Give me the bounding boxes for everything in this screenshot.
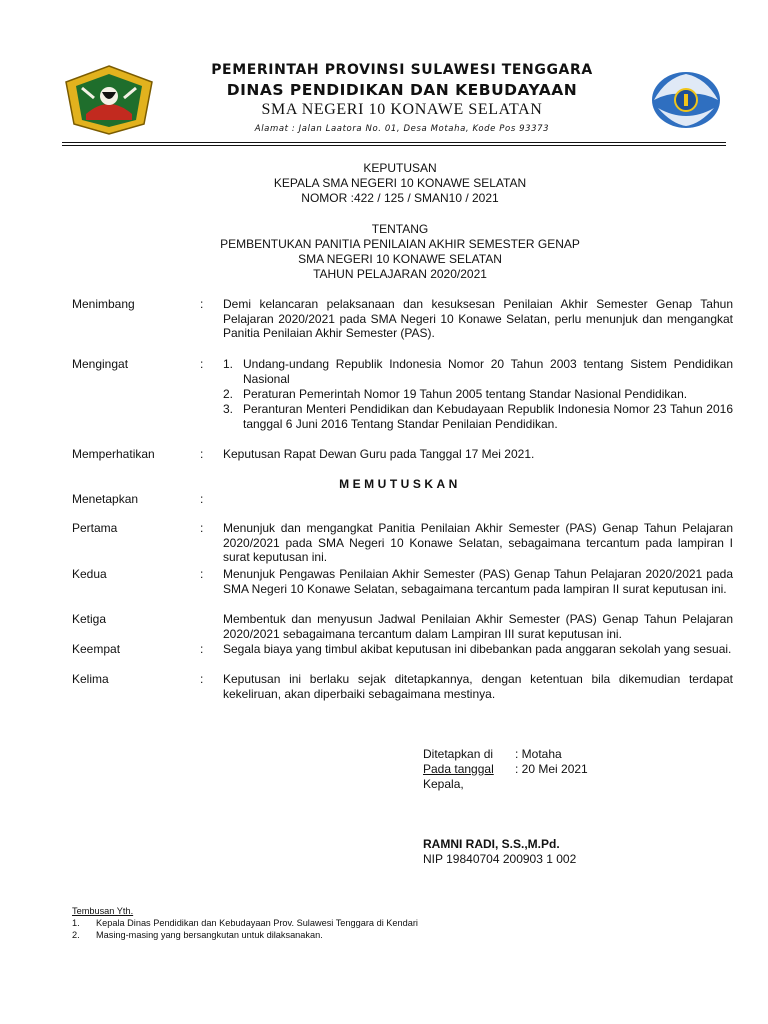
mengingat-item-number: 2. [223,387,234,401]
kelima-label: Kelima [72,672,109,686]
mengingat-item-text: Peranturan Menteri Pendidikan dan Kebudayaan Republik Indonesia Nomor 23 Tahun 2016 tanggal 6 Juni 2016 Tentang Standar Penilaian Pendidikan. [243,402,733,431]
menimbang-colon: : [200,297,204,311]
copies-item-text: Masing-masing yang bersangkutan untuk dilaksanakan. [96,930,323,940]
signature-date [423,762,593,776]
signature-place [423,747,562,761]
memperhatikan-label: Memperhatikan [72,447,155,461]
keempat-colon: : [200,642,204,656]
kedua-text: Menunjuk Pengawas Penilaian Akhir Semester (PAS) Genap Tahun Pelajaran 2020/2021 pada SMA Negeri 10 Konawe Selatan, sebagaimana tercantum pada lampiran II surat keputusan ini. [223,567,733,596]
menetapkan-colon: : [200,492,204,506]
education-department-logo [648,64,724,136]
letterhead-divider [62,142,726,143]
copies-item-text: Kepala Dinas Pendidikan dan Kebudayaan Prov. Sulawesi Tenggara di Kendari [96,918,418,928]
keempat-text: Segala biaya yang timbul akibat keputusan ini dibebankan pada anggaran sekolah yang sesuai. [223,642,732,656]
signature-date-value: : 20 Mei 2021 [515,762,588,776]
decree-about-line-3: TAHUN PELAJARAN 2020/2021 [313,267,487,281]
mengingat-colon: : [200,357,204,371]
pertama-label: Pertama [72,521,118,535]
kelima-text: Keputusan ini berlaku sejak ditetapkannya, dengan ketentuan bila dikemudian terdapat kekeliruan, akan diperbaiki sebagaimana mestinya. [223,672,733,701]
pertama-colon: : [200,521,204,535]
menetapkan-label: Menetapkan [72,492,139,506]
mengingat-item-number: 3. [223,402,234,416]
decree-number: NOMOR :422 / 125 / SMAN10 / 2021 [301,191,499,205]
mengingat-item-text: Undang-undang Republik Indonesia Nomor 20 Tahun 2003 tentang Sistem Pendidikan Nasional [243,357,733,386]
signatory-nip: NIP 19840704 200903 1 002 [423,852,577,866]
letterhead-school: SMA NEGERI 10 KONAWE SELATAN [261,101,543,118]
decree-about-label: TENTANG [371,222,429,236]
mengingat-item-text: Peraturan Pemerintah Nomor 19 Tahun 2005 tentang Standar Nasional Pendidikan. [243,387,688,401]
signature-date-label: Pada tanggal [423,762,494,776]
decree-issuer: KEPALA SMA NEGERI 10 KONAWE SELATAN [273,176,527,190]
decree-about-line-2: SMA NEGERI 10 KONAWE SELATAN [298,252,502,266]
signatory-name: RAMNI RADI, S.S.,M.Pd. [423,837,560,851]
letterhead-divider-thin [62,145,726,146]
keempat-label: Keempat [72,642,121,656]
pertama-text: Menunjuk dan mengangkat Panitia Penilaian Akhir Semester (PAS) Genap Tahun Pelajaran 2020/2021 pada SMA Negeri 10 Konawe Selatan, sebagaimana tercantum pada lampiran I surat keputusan ini. [223,521,733,565]
menimbang-text: Demi kelancaran pelaksanaan dan kesuksesan Penilaian Akhir Semester Genap Tahun Pelajaran 2020/2021 pada SMA Negeri 10 Konawe Selatan, perlu menunjuk dan mengangkat Panitia Penilaian Akhir Semester (PAS). [223,297,733,341]
decree-title: KEPUTUSAN [363,161,437,175]
kedua-label: Kedua [72,567,107,581]
copies-title: Tembusan Yth. [72,906,134,916]
province-coat-of-arms-logo [64,64,154,136]
memperhatikan-colon: : [200,447,204,461]
signature-position: Kepala, [423,777,464,791]
mengingat-item-number: 1. [223,357,234,371]
mengingat-label: Mengingat [72,357,129,371]
decision-heading: MEMUTUSKAN [339,477,461,491]
letterhead-province: PEMERINTAH PROVINSI SULAWESI TENGGARA [211,62,593,78]
ketiga-label: Ketiga [72,612,107,626]
ketiga-text: Membentuk dan menyusun Jadwal Penilaian Akhir Semester (PAS) Genap Tahun Pelajaran 2020/2021 sebagaimana tercantum dalam Lampiran III surat keputusan ini. [223,612,733,641]
letterhead-address: Alamat : Jalan Laatora No. 01, Desa Motaha, Kode Pos 93373 [254,124,550,134]
signature-place-value: : Motaha [515,747,562,761]
kedua-colon: : [200,567,204,581]
letterhead-department: DINAS PENDIDIKAN DAN KEBUDAYAAN [226,81,578,99]
menimbang-label: Menimbang [72,297,135,311]
kelima-colon: : [200,672,204,686]
copies-item-number: 2. [72,930,80,940]
copies-item-number: 1. [72,918,80,928]
memperhatikan-text: Keputusan Rapat Dewan Guru pada Tanggal 17 Mei 2021. [223,447,535,461]
decree-about-line-1: PEMBENTUKAN PANITIA PENILAIAN AKHIR SEMESTER GENAP [220,237,580,251]
signature-place-label: Ditetapkan di [423,747,494,761]
